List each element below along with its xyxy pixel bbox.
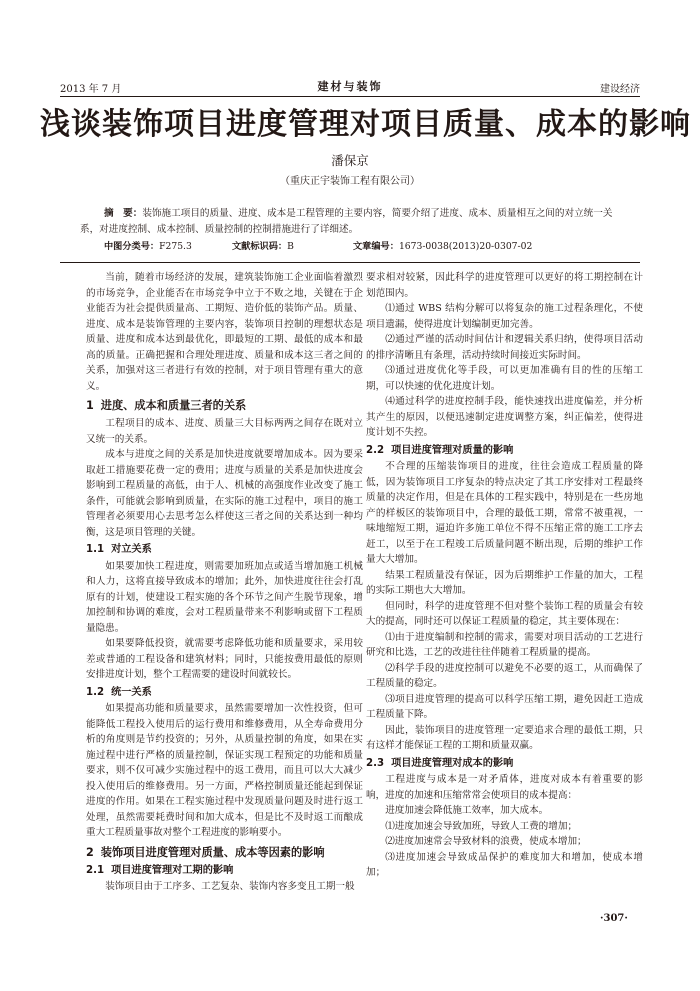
list-item: ⑶项目进度管理的提高可以科学压缩工期，避免因赶工造成工程质量下降。 <box>366 693 643 720</box>
affiliation: （重庆正宇装饰工程有限公司） <box>280 176 420 187</box>
article-number: 文章编号：1673-0038(2013)20-0307-02 <box>353 241 533 252</box>
section-2-1-heading: 2.1 项目进度管理对工期的影响 <box>86 864 234 876</box>
metadata-divider <box>60 262 640 263</box>
list-item: ⑵通过严谨的活动时间估计和逻辑关系归纳，使得项目活动的排序清晰且有条理，活动持续时间接近实际时间。 <box>366 334 643 361</box>
document-code: 文献标识码：B <box>232 241 294 252</box>
header-divider <box>60 96 640 97</box>
clc-number: 中图分类号：F275.3 <box>104 241 192 252</box>
right-column <box>366 270 643 881</box>
section-2-3-heading: 2.3 项目进度管理对成本的影响 <box>366 757 514 769</box>
paragraph: 装饰项目由于工序多、工艺复杂、装饰内容多变且工期一般 <box>105 881 355 892</box>
paragraph-continued: 要求相对较紧，因此科学的进度管理可以更好的将工期控制在计划范围内。 <box>366 272 643 299</box>
list-item: ⑶通过进度优化等手段，可以更加准确有目的性的压缩工期，可以快速的优化进度计划。 <box>366 365 643 392</box>
page-number: ·307· <box>600 913 628 924</box>
header-section: 建设经济 <box>600 84 640 95</box>
section-2-heading: 2 装饰项目进度管理对质量、成本等因素的影响 <box>86 845 325 859</box>
list-item: ⑷通过科学的进度控制手段，能快速找出进度偏差，并分析其产生的原因，以便迅速制定进度调整方案，纠正偏差，使得进度计划不失控。 <box>366 396 643 438</box>
paragraph: 因此，装饰项目的进度管理一定要追求合理的最低工期，只有这样才能保证工程的工期和质量双赢。 <box>366 724 643 751</box>
paragraph: 如果提高功能和质量要求，虽然需要增加一次性投资，但可能降低工程投入使用后的运行费用和维修费用，从全寿命费用分析的角度则是节约投资的；另外，从质量控制的角度，如果在实施过程中进行严格的质量控制，保证实现工程预定的功能和质量要求，则不仅可减少实施过程中的返工费用，而且可以大大减少投入使用后的维修费用。另一方面，严格控制质量还能起到保证进度的作用。如果在工程实施过程中发现质量问题及时进行返工处理，虽然需要耗费时间和加大成本，但是比不及时返工而酿成重大工程质量事故对整个工程进度的影响要小。 <box>86 703 363 838</box>
paragraph: 如果要加快工程进度，则需要加班加点或适当增加施工机械和人力，这将直接导致成本的增加；此外，加快进度往往会打乱原有的计划，使建设工程实施的各个环节之间产生脱节现象，增加控制和协调的难度，会对工程质量带来不利影响或留下工程质量隐患。 <box>86 560 363 634</box>
section-1-2-heading: 1.2 统一关系 <box>86 686 152 698</box>
abstract-text: 装饰施工项目的质量、进度、成本是工程管理的主要内容，简要介绍了进度、成本、质量相互之间的对立统一关系，对进度控制、成本控制、质量控制的控制措施进行了详细述。 <box>80 208 613 235</box>
paragraph: 不合理的压缩装饰项目的进度，往往会造成工程质量的降低，因为装饰项目工序复杂的特点决定了其工序安排对工程最终质量的决定作用，但是在具体的工程实践中，特别是在一些房地产的样板区的装饰项目中，合理的最低工期，常常不被重视，一味地缩短工期，逼迫许多施工单位不得不压缩正常的施工工序去赶工，以至于在工程竣工后质量问题不断出现，后期的维护工作量大大增加。 <box>366 461 643 565</box>
list-item: ⑴由于进度编制和控制的需求，需要对项目活动的工艺进行研究和比选，工艺的改进往往伴随着工程质量的提高。 <box>366 631 643 658</box>
author: 潘保京 <box>331 153 369 168</box>
journal-name: 建材与装饰 <box>317 80 383 93</box>
paragraph: 如果要降低投资，就需要考虑降低功能和质量要求，采用较差或普通的工程设备和建筑材料；同时，只能按费用最低的原则安排进度计划，整个工程需要的建设时间就较长。 <box>86 638 363 680</box>
section-1-1-heading: 1.1 对立关系 <box>86 544 152 555</box>
article-metadata <box>104 239 624 254</box>
abstract-label: 摘 要： <box>104 208 143 219</box>
list-item: ⑵进度加速常会导致材料的浪费，使成本增加； <box>385 836 587 847</box>
list-item: ⑵科学手段的进度控制可以避免不必要的返工，从而确保了工程质量的稳定。 <box>366 662 643 689</box>
intro-paragraph: 当前，随着市场经济的发展，建筑装饰施工企业面临着激烈的市场竞争，企业能否在市场竞争中立于不败之地，关键在于企业能否为社会提供质量高、工期短、造价低的装饰产品。质量、进度、成本是装饰管理的主要内容，装饰项目控制的理想状态是质量、进度和成本达到最优化，即最短的工期、最低的成本和最高的质量。正确把握和合理处理进度、质量和成本这三者之间的关系，加强对这三者进行有效的控制，对于项目管理有重大的意义。 <box>86 272 363 392</box>
paragraph: 成本与进度之间的关系是加快进度就要增加成本。因为要采取赶工措施要花费一定的费用；进度与质量的关系是加快进度会影响到工程质量的高低，由于人、机械的高强度作业改变了施工条件，可能就会影响到质量，在实际的施工过程中，项目的施工管理者必须要用心去思考怎么样使这三者之间的关系达到一种均衡，这是项目管理的关键。 <box>86 449 363 538</box>
list-item: ⑴进度加速会导致加班，导致人工费的增加； <box>385 820 578 832</box>
left-column <box>86 270 363 895</box>
section-2-2-heading: 2.2 项目进度管理对质量的影响 <box>366 444 514 456</box>
running-header <box>60 78 640 94</box>
article-title: 浅谈装饰项目进度管理对项目质量、成本的影响 <box>40 107 691 142</box>
list-item: ⑶进度加速会导致成品保护的难度加大和增加，使成本增加； <box>366 851 643 878</box>
paragraph: 但同时，科学的进度管理不但对整个装饰工程的质量会有较大的提高，同时还可以保证工程质量的稳定，其主要体现在： <box>366 600 643 627</box>
paragraph: 工程项目的成本、进度、质量三大目标两两之间存在既对立又统一的关系。 <box>86 418 363 445</box>
list-item: ⑴通过 WBS 结构分解可以将复杂的施工过程条理化，不使项目遗漏，使得进度计划编制更加完善。 <box>366 303 643 330</box>
header-date: 2013 年 7 月 <box>60 84 122 95</box>
paragraph: 工程进度与成本是一对矛盾体，进度对成本有着重要的影响，进度的加速和压缩常常会使项目的成本提高： <box>366 774 643 801</box>
paragraph: 结果工程质量没有保证，因为后期维护工作量的加大，工程的实际工期也大大增加。 <box>366 569 643 596</box>
section-1-heading: 1 进度、成本和质量三者的关系 <box>86 399 247 412</box>
abstract <box>80 206 625 238</box>
paragraph: 进度加速会降低施工效率，加大成本。 <box>385 805 549 816</box>
